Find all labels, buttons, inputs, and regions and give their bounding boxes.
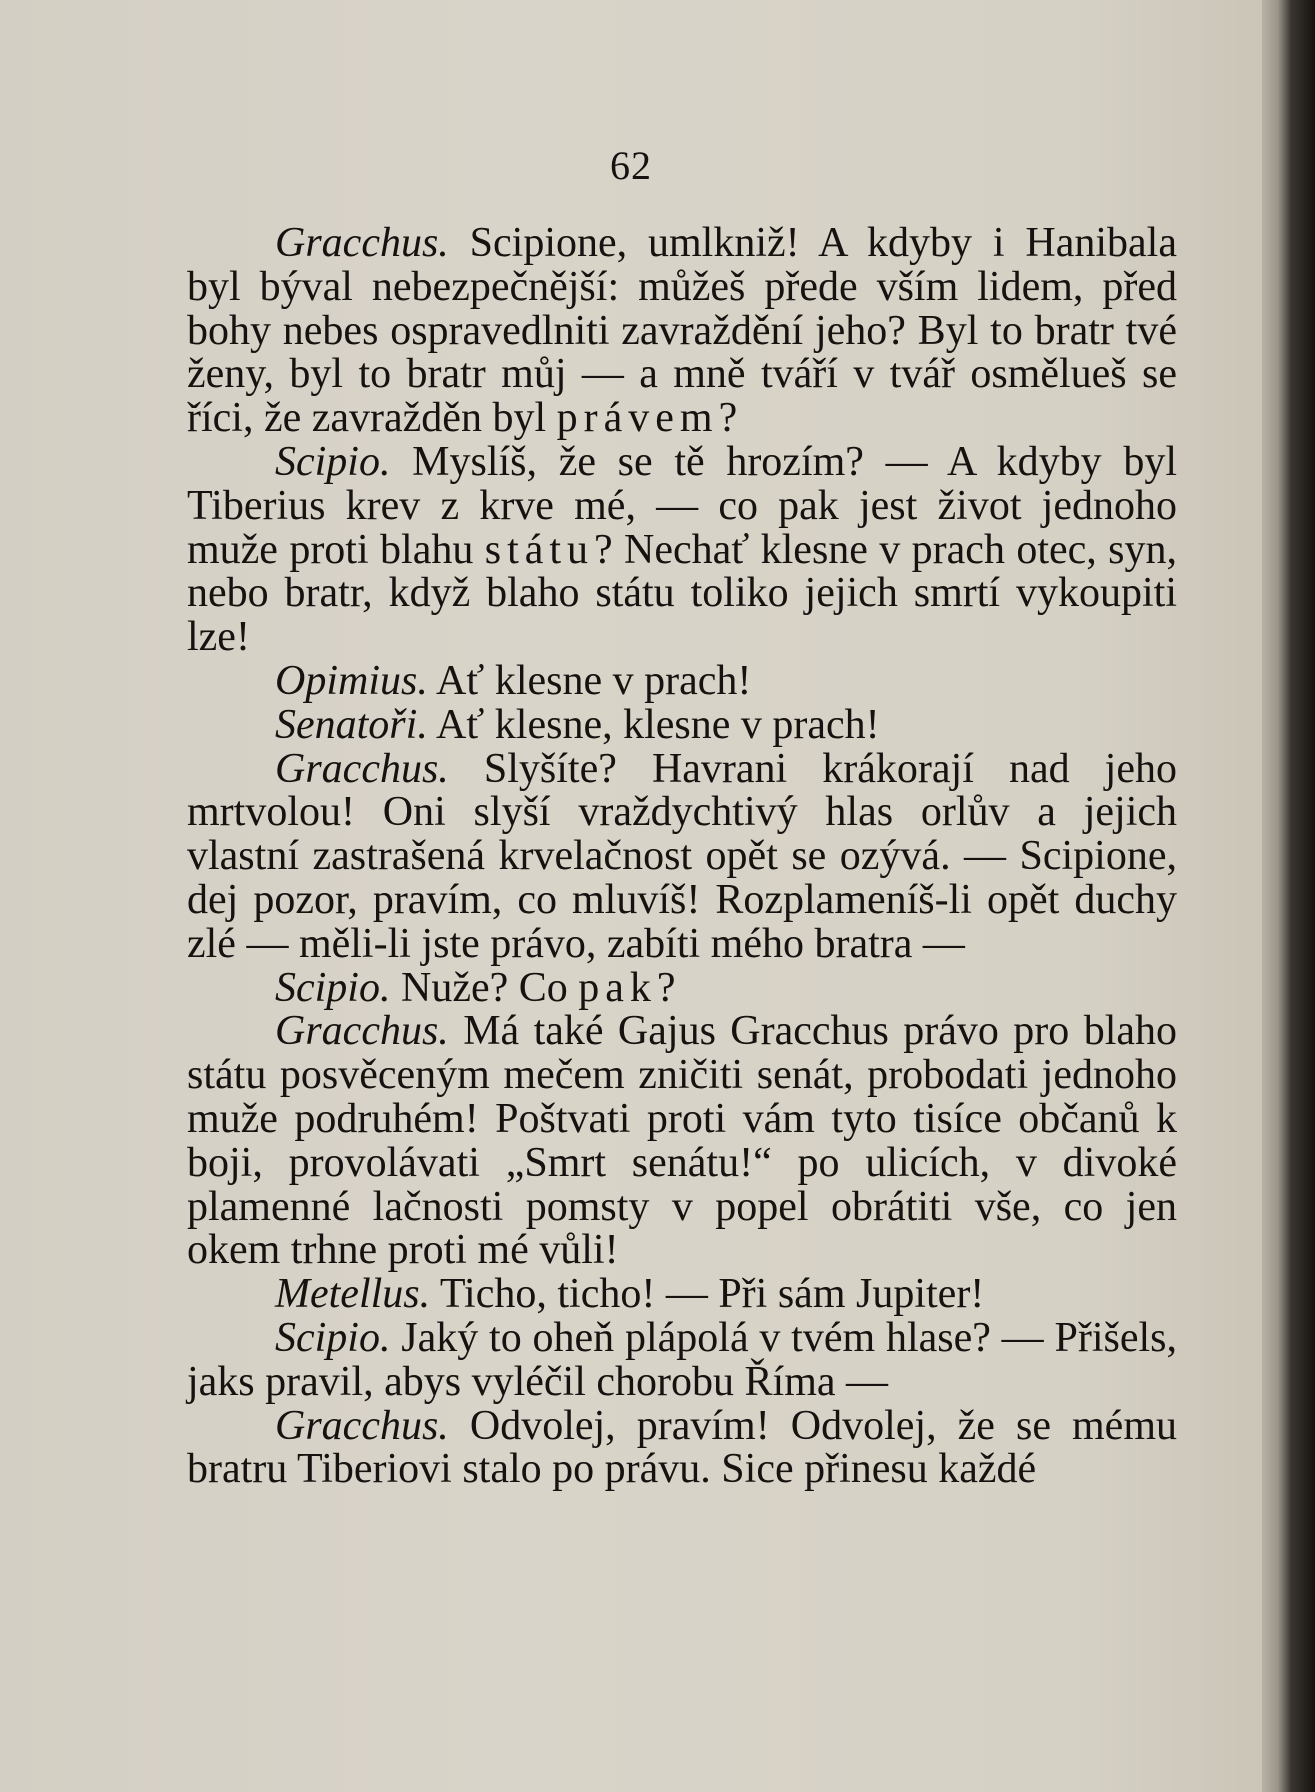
- paragraph: [187, 1402, 1177, 1493]
- speech-text: Slyšíte? Havrani krákorají nad jeho mrtvolou! Oni slyší vraždychtivý hlas orlův a jejich vlastní zastrašená krvelačnost opět se ozývá. — Scipione, dej pozor, pravím, co mluvíš! Rozplameníš-li opět duchy zlé — měli-li jste právo, zabíti mého bratra —: [187, 745, 1177, 967]
- paragraph: [187, 657, 1177, 704]
- speaker-name: Gracchus.: [275, 1008, 449, 1055]
- speech-tail: ?: [656, 964, 676, 1011]
- speaker-name: Gracchus.: [275, 1402, 449, 1449]
- speech-text: Scipione, umlkniž! A kdyby i Hanibala byl býval nebezpečnější: můžeš přede vším lidem, před bohy nebes ospravedlniti zavraždění jeho? Byl to bratr tvé ženy, byl to bratr můj — a mně tváří v tvář osmělueš se říci, že zavražděn byl: [187, 220, 1177, 442]
- speech-text: Myslíš, že se tě hrozím? — A kdyby byl Tiberius krev z krve mé, — co pak jest život jednoho muže proti blahu: [187, 438, 1177, 573]
- speaker-name: Opimius.: [275, 657, 428, 704]
- speaker-name: Senatoři.: [275, 701, 428, 748]
- speech-text: Má také Gajus Gracchus právo pro blaho státu posvěceným mečem zničiti senát, probodati jednoho muže podruhém! Poštvati proti vám tyto tisíce občanů k boji, provolávati „Smrt senátu!“ po ulicích, v divoké plamenné lačnosti pomsty v popel obrátiti vše, co jen okem trhne proti mé vůli!: [187, 1008, 1177, 1274]
- paragraph: [187, 438, 1177, 661]
- speech-text: Ticho, ticho! — Při sám Jupiter!: [430, 1271, 985, 1318]
- speech-tail: ?: [718, 395, 738, 442]
- paragraph: [187, 1273, 1177, 1317]
- speech-text: Odvolej, pravím! Odvolej, že se mému bratru Tiberiovi stalo po právu. Sice přinesu každé: [187, 1402, 1177, 1493]
- speaker-name: Scipio.: [275, 964, 391, 1011]
- paragraph: [187, 1314, 1177, 1405]
- spaced-emphasis: pak: [578, 964, 657, 1011]
- speaker-name: Scipio.: [275, 1314, 391, 1361]
- speaker-name: Scipio.: [275, 438, 391, 485]
- speaker-name: Gracchus.: [275, 745, 449, 792]
- page-text: [187, 222, 1177, 1492]
- paragraph: [187, 222, 1177, 441]
- paragraph: [187, 745, 1177, 967]
- paragraph: [187, 964, 1177, 1011]
- speaker-name: Metellus.: [275, 1271, 431, 1318]
- speech-tail: ? Nechať klesne v prach otec, syn, nebo bratr, když blaho státu toliko jejich smrtí vykoupiti lze!: [187, 526, 1177, 661]
- speech-text: Nuže? Co: [390, 964, 579, 1011]
- page-number: 62: [610, 143, 652, 188]
- spaced-emphasis: státu: [484, 526, 595, 573]
- spaced-emphasis: právem: [556, 395, 719, 442]
- speech-text: Ať klesne, klesne v prach!: [427, 701, 880, 748]
- book-binding-edge: [1262, 0, 1315, 1792]
- paragraph: [187, 701, 1177, 748]
- speaker-name: Gracchus.: [275, 220, 449, 266]
- speech-text: Ať klesne v prach!: [427, 657, 752, 704]
- paragraph: [187, 1010, 1177, 1273]
- speech-text: Jaký to oheň plápolá v tvém hlase? — Přišels, jaks pravil, abys vyléčil chorobu Říma —: [187, 1314, 1177, 1405]
